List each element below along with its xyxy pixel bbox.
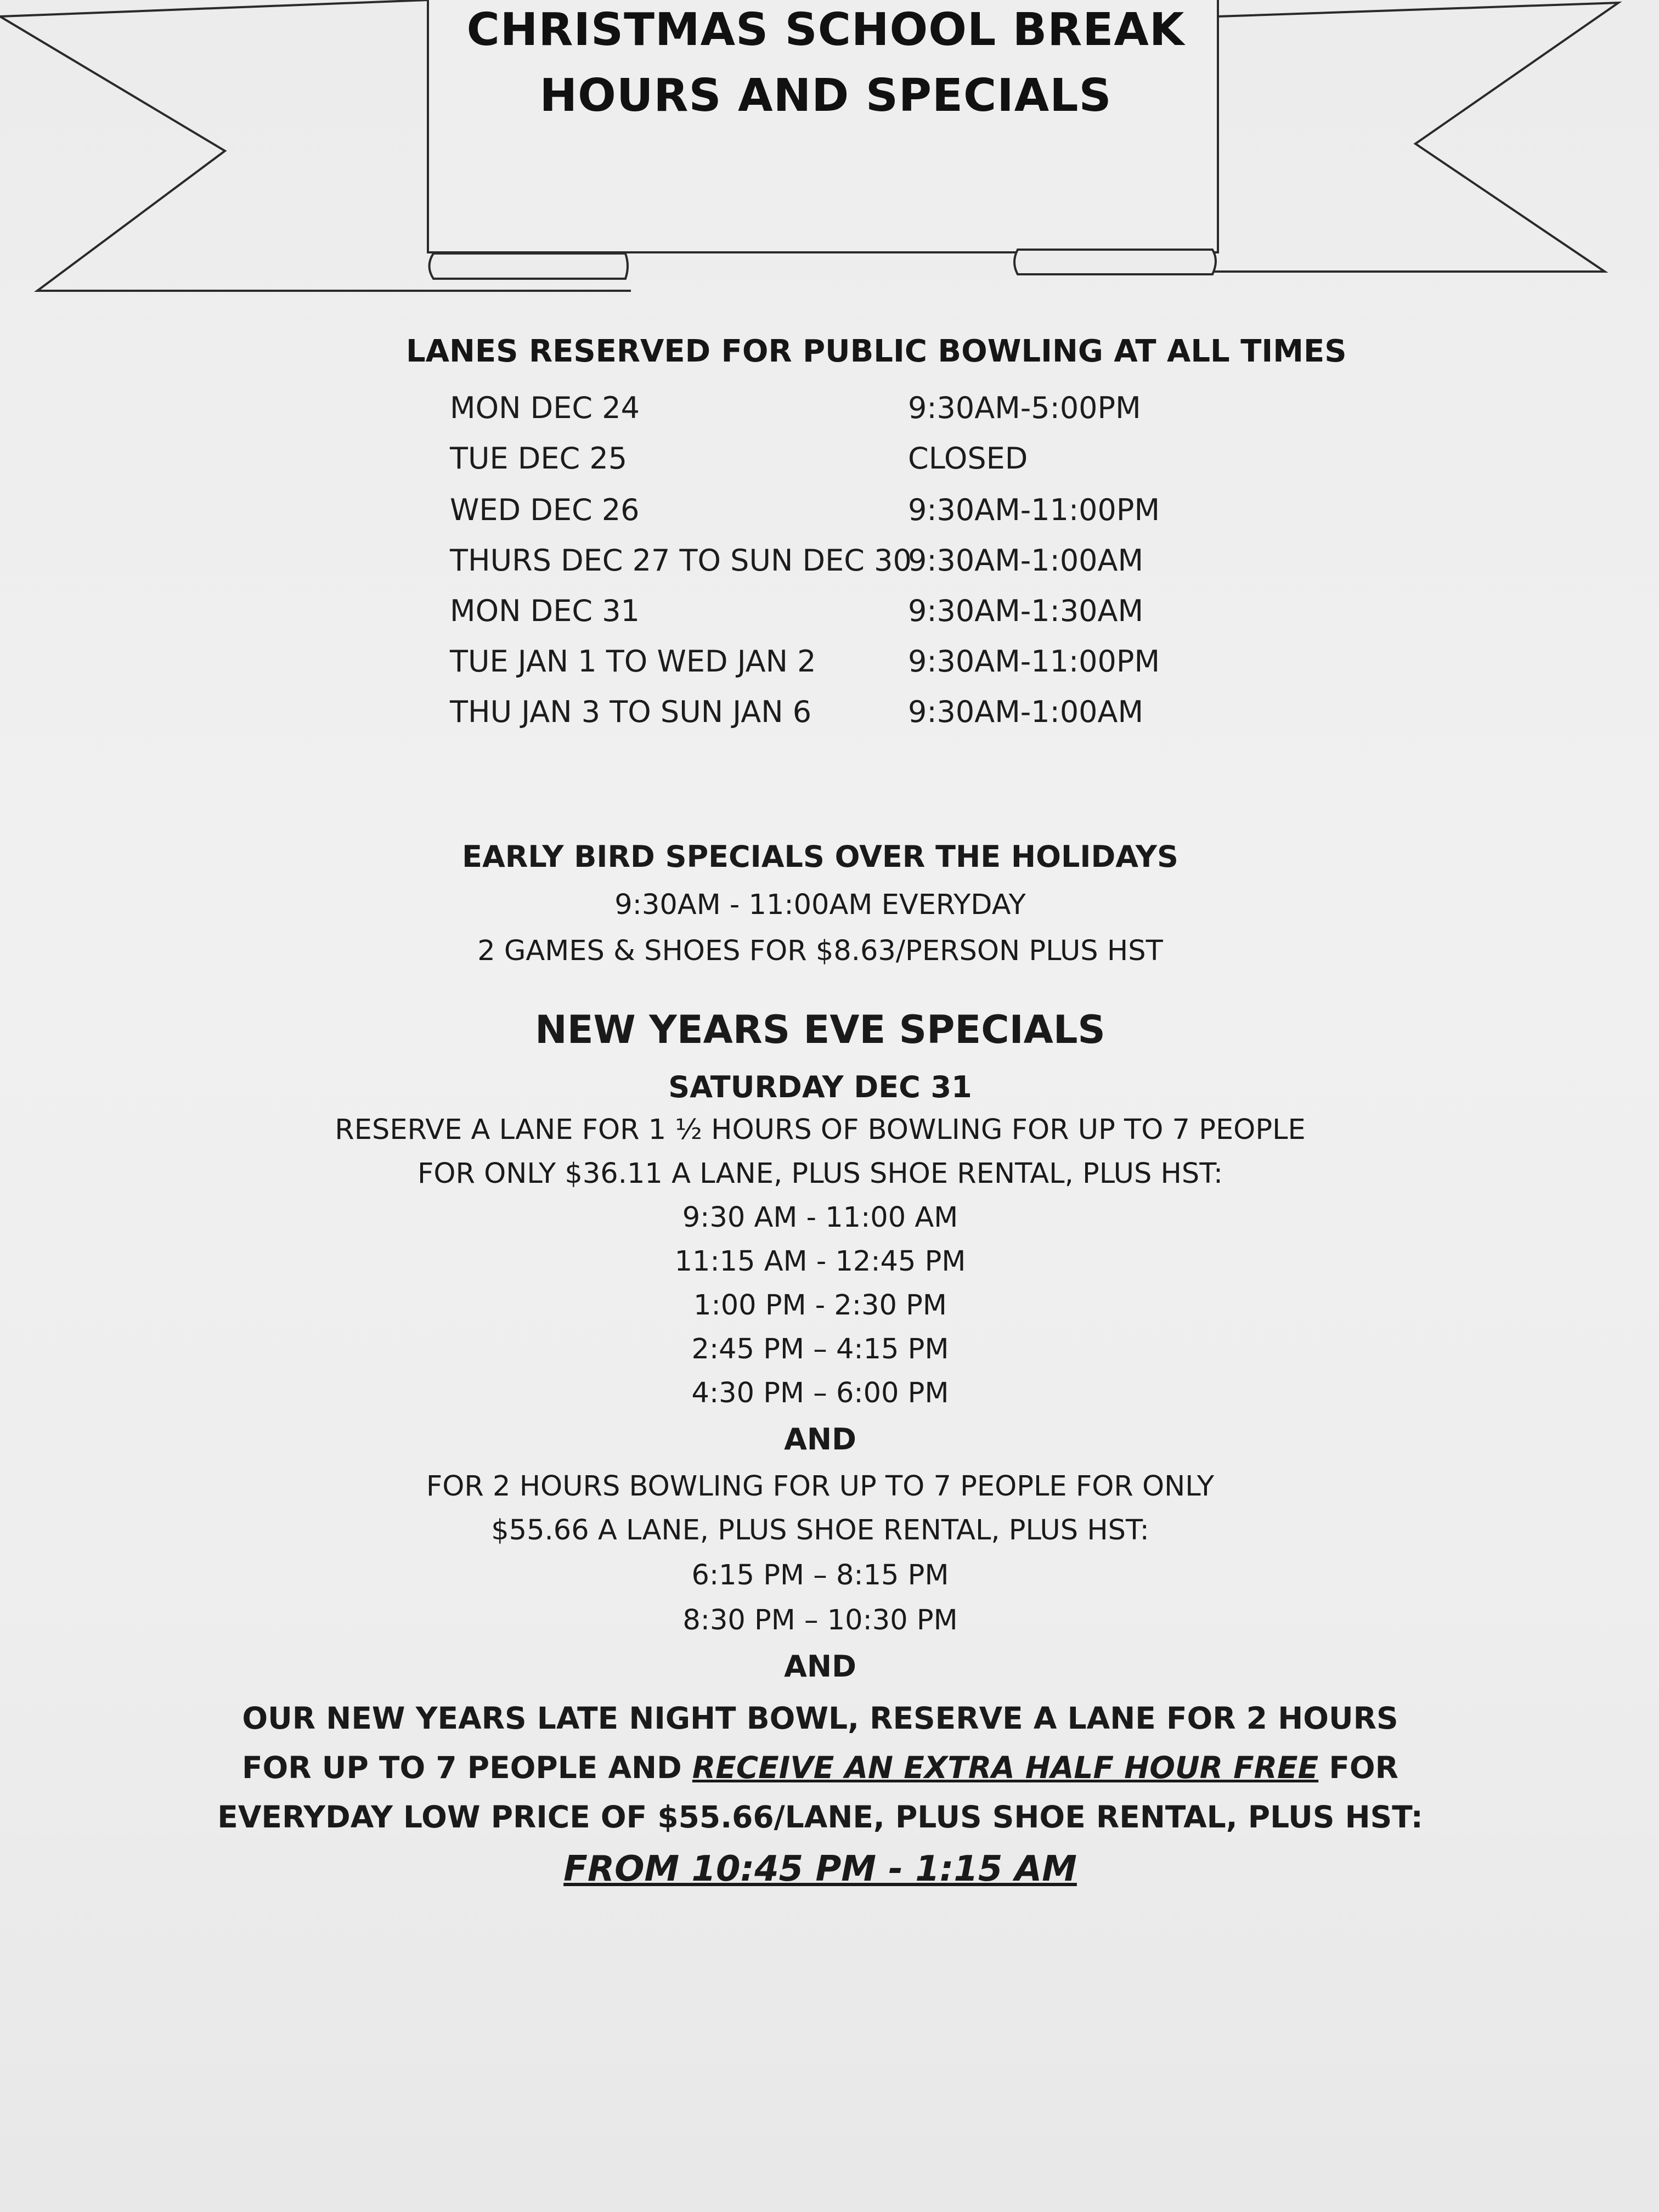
hours-row: [0, 695, 1659, 738]
hours-day: THURS DEC 27 TO SUN DEC 30: [450, 543, 912, 578]
late-night-line2-a: FOR UP TO 7 PEOPLE AND: [241, 1750, 692, 1785]
nye-offer1-line1: RESERVE A LANE FOR 1 ½ HOURS OF BOWLING FOR UP TO 7 PEOPLE: [335, 1114, 1306, 1146]
banner-title-line2: HOURS AND SPECIALS: [539, 70, 1112, 122]
and-divider: AND: [784, 1422, 856, 1457]
banner-title-line1: CHRISTMAS SCHOOL BREAK: [466, 4, 1185, 56]
hours-time: 9:30AM-5:00PM: [908, 391, 1141, 425]
hours-day: MON DEC 24: [450, 391, 640, 425]
nye-offer2-line2: $55.66 A LANE, PLUS SHOE RENTAL, PLUS HST:: [491, 1514, 1149, 1547]
hours-time: 9:30AM-1:00AM: [908, 695, 1144, 729]
early-bird-heading: EARLY BIRD SPECIALS OVER THE HOLIDAYS: [462, 839, 1178, 874]
hours-time: 9:30AM-1:00AM: [908, 543, 1144, 578]
late-night-line3: EVERYDAY LOW PRICE OF $55.66/LANE, PLUS SHOE RENTAL, PLUS HST:: [217, 1799, 1423, 1835]
hours-row: [0, 543, 1659, 587]
hours-day: TUE JAN 1 TO WED JAN 2: [450, 644, 816, 679]
hours-day: MON DEC 31: [450, 594, 640, 628]
and-divider: AND: [784, 1649, 856, 1684]
nye-heading: NEW YEARS EVE SPECIALS: [535, 1007, 1105, 1052]
hours-time: CLOSED: [908, 441, 1028, 476]
nye-offer2-line1: FOR 2 HOURS BOWLING FOR UP TO 7 PEOPLE FOR ONLY: [426, 1470, 1215, 1503]
hours-day: WED DEC 26: [450, 493, 640, 527]
hours-day: THU JAN 3 TO SUN JAN 6: [450, 695, 812, 729]
hours-row: [0, 441, 1659, 485]
time-slot: 11:15 AM - 12:45 PM: [674, 1245, 966, 1278]
time-slot: 9:30 AM - 11:00 AM: [682, 1201, 958, 1234]
hours-row: [0, 391, 1659, 435]
hours-table: [0, 0, 1659, 768]
hours-time: 9:30AM-1:30AM: [908, 594, 1144, 628]
late-night-line1: OUR NEW YEARS LATE NIGHT BOWL, RESERVE A LANE FOR 2 HOURS: [242, 1701, 1398, 1736]
hours-heading: LANES RESERVED FOR PUBLIC BOWLING AT ALL TIMES: [406, 334, 1347, 369]
nye-date: SATURDAY DEC 31: [668, 1070, 972, 1104]
late-night-time: FROM 10:45 PM - 1:15 AM: [563, 1849, 1077, 1889]
hours-row: [0, 594, 1659, 637]
extra-half-hour-free: RECEIVE AN EXTRA HALF HOUR FREE: [692, 1750, 1319, 1785]
nye-offer1-line2: FOR ONLY $36.11 A LANE, PLUS SHOE RENTAL, PLUS HST:: [417, 1158, 1223, 1190]
late-night-line2-c: FOR: [1318, 1750, 1398, 1785]
time-slot: 1:00 PM - 2:30 PM: [693, 1289, 947, 1322]
early-bird-price: 2 GAMES & SHOES FOR $8.63/PERSON PLUS HST: [477, 935, 1163, 967]
time-slot: 8:30 PM – 10:30 PM: [682, 1604, 958, 1637]
hours-time: 9:30AM-11:00PM: [908, 644, 1160, 679]
hours-row: [0, 644, 1659, 688]
time-slot: 4:30 PM – 6:00 PM: [691, 1377, 949, 1409]
hours-day: TUE DEC 25: [450, 441, 628, 476]
time-slot: 6:15 PM – 8:15 PM: [691, 1559, 949, 1592]
hours-time: 9:30AM-11:00PM: [908, 493, 1160, 527]
time-slot: 2:45 PM – 4:15 PM: [691, 1333, 949, 1365]
late-night-line2: [0, 1750, 1640, 1785]
hours-row: [0, 493, 1659, 537]
early-bird-time: 9:30AM - 11:00AM EVERYDAY: [614, 889, 1026, 921]
